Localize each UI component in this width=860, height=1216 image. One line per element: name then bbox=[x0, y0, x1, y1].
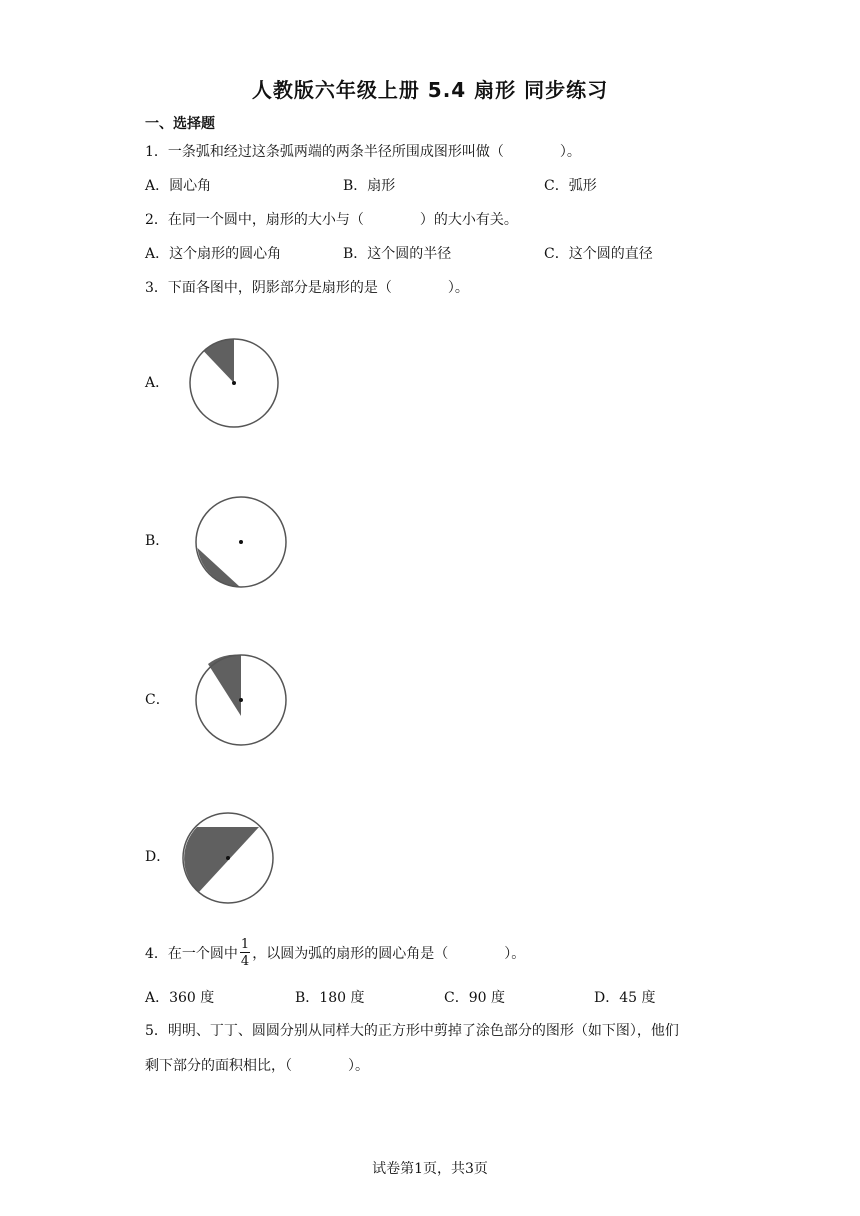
question-5-line-1: 5．明明、丁丁、圆圆分别从同样大的正方形中剪掉了涂色部分的图形（如下图），他们 bbox=[145, 1023, 679, 1039]
question-4-stem bbox=[145, 938, 525, 968]
question-1-stem: 1．一条弧和经过这条弧两端的两条半径所围成图形叫做（ ）。 bbox=[145, 144, 581, 160]
question-3-stem: 3．下面各图中，阴影部分是扇形的是（ ）。 bbox=[145, 280, 469, 296]
question-2-option-c: C．这个圆的直径 bbox=[544, 246, 653, 262]
fraction-numerator: 1 bbox=[240, 937, 250, 952]
question-4-option-b: B．180 度 bbox=[295, 990, 365, 1006]
figure-c-label: C． bbox=[145, 692, 170, 708]
figure-b-label: B． bbox=[145, 533, 170, 549]
page-footer: 试卷第1页，共3页 bbox=[372, 1161, 488, 1177]
question-1-option-b: B．扇形 bbox=[343, 178, 396, 194]
question-1-option-a: A．圆心角 bbox=[145, 178, 212, 194]
question-1-option-c: C．弧形 bbox=[544, 178, 597, 194]
question-4-fraction bbox=[240, 938, 250, 968]
fraction-denominator: 4 bbox=[240, 954, 250, 969]
page-title: 人教版六年级上册 5.4 扇形 同步练习 bbox=[251, 78, 609, 102]
question-2-option-a: A．这个扇形的圆心角 bbox=[145, 246, 282, 262]
question-4-stem-before: 4．在一个圆中 bbox=[145, 946, 238, 962]
figure-d-label: D． bbox=[145, 849, 171, 865]
question-5-line-2: 剩下部分的面积相比，（ ）。 bbox=[145, 1058, 369, 1074]
question-2-option-b: B．这个圆的半径 bbox=[343, 246, 452, 262]
figure-a-label: A． bbox=[145, 375, 170, 391]
question-4-option-c: C．90 度 bbox=[444, 990, 505, 1006]
section-heading: 一、选择题 bbox=[145, 116, 215, 132]
question-4-option-a: A．360 度 bbox=[145, 990, 215, 1006]
question-4-option-d: D．45 度 bbox=[594, 990, 656, 1006]
question-4-stem-after: ，以圆为弧的扇形的圆心角是（ ）。 bbox=[252, 946, 526, 962]
question-2-stem: 2．在同一个圆中，扇形的大小与（ ）的大小有关。 bbox=[145, 212, 518, 228]
